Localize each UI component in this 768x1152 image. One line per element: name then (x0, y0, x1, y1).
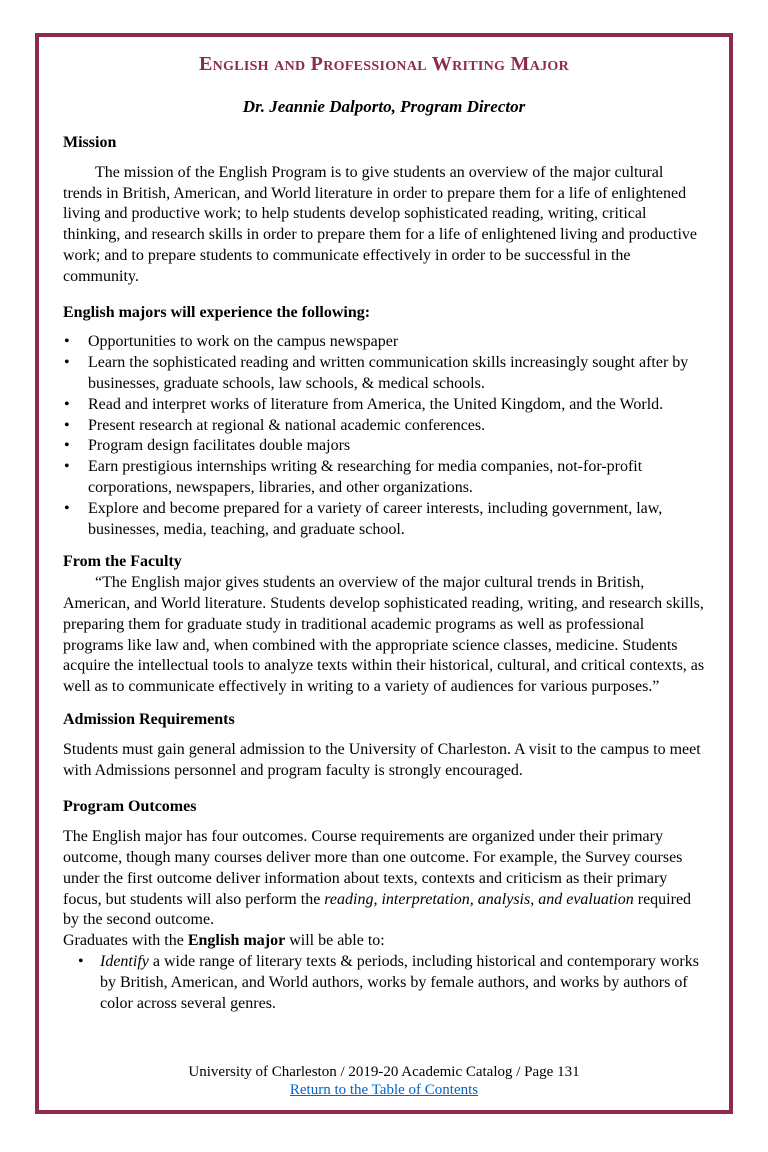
experience-bullet-list (63, 332, 705, 540)
section-heading-faculty: From the Faculty (63, 553, 182, 571)
graduates-line (63, 931, 705, 952)
outcomes-paragraph (63, 827, 705, 931)
admission-paragraph: Students must gain general admission to the University of Charleston. A visit to the campus to meet with Admissions personnel and program faculty is strongly encouraged. (63, 740, 701, 779)
list-item (63, 457, 705, 499)
page-title: English and Professional Writing Major (198, 53, 570, 75)
outcomes-bullet-list (77, 952, 705, 1014)
bullet-icon: • (64, 354, 70, 372)
section-heading-experience: English majors will experience the following: (63, 303, 371, 321)
section-heading-outcomes: Program Outcomes (63, 798, 197, 816)
list-item (77, 952, 705, 1014)
bullet-icon: • (64, 416, 70, 434)
list-item-text: Learn the sophisticated reading and written communication skills increasingly sought after by businesses, graduate schools, law schools, & medical schools. (88, 354, 689, 393)
page-content (39, 51, 729, 1014)
bullet-icon: • (64, 395, 70, 413)
page-border (35, 33, 733, 1114)
section-heading-admission: Admission Requirements (63, 711, 235, 729)
bullet-icon: • (64, 437, 70, 455)
list-item (63, 395, 705, 416)
list-item (63, 416, 705, 437)
list-item-text: Read and interpret works of literature from America, the United Kingdom, and the World. (88, 395, 664, 413)
faculty-quote-paragraph: “The English major gives students an overview of the major cultural trends in British, American, and World literature. Students develop sophisticated reading, writing, and research skills, preparing them for graduate study in traditional academic programs as well as professional programs like law and, when combined with the appropriate science classes, medicine. Students acquire the intellectual tools to analyze texts within their historical, cultural, and critical contexts, as well as to communicate effectively in writing to a variety of audiences for various purposes.” (63, 574, 705, 696)
bullet-icon: • (64, 458, 70, 476)
list-item-text: Program design facilitates double majors (88, 437, 351, 455)
graduates-bold-phrase: English major (187, 932, 286, 950)
list-item (63, 436, 705, 457)
graduates-text: Graduates with the (63, 932, 188, 950)
mission-paragraph: The mission of the English Program is to give students an overview of the major cultural trends in British, American, and World literature in order to prepare them for a life of enlightened living and productive work; to help students develop sophisticated reading, writing, critical thinking, and research skills in order to prepare them for a life of enlightened living and productive work; and to prepare students to communicate effectively in order to be successful in the community. (63, 163, 698, 285)
list-item (63, 332, 705, 353)
list-item (63, 353, 705, 395)
bullet-icon: • (64, 333, 70, 351)
outcomes-text: The English major has four outcomes. Course requirements are organized under their primary outcome, though many courses deliver more than one outcome. For example, the Survey courses under the first outcome deliver information about texts, contexts and criticism as their primary focus, but students will also perform the (63, 828, 683, 908)
list-item-text: Present research at regional & national academic conferences. (88, 416, 486, 434)
list-item-text: Explore and become prepared for a variety of career interests, including government, law, businesses, media, teaching, and graduate school. (88, 499, 663, 538)
list-item-text: Earn prestigious internships writing & researching for media companies, not-for-profit corporations, newspapers, libraries, and other organizations. (88, 458, 643, 497)
outcomes-italic-phrase: reading, interpretation, analysis, and evaluation (324, 890, 634, 908)
program-director-line: Dr. Jeannie Dalporto, Program Director (242, 97, 526, 116)
graduates-text-tail: will be able to: (285, 932, 385, 950)
identify-italic: Identify (100, 952, 149, 970)
catalog-page-line: University of Charleston / 2019-20 Academic Catalog / Page 131 (188, 1063, 580, 1080)
page-footer (39, 1063, 729, 1101)
list-item (63, 499, 705, 541)
list-item-text: Opportunities to work on the campus newspaper (88, 333, 399, 351)
outcomes-text-tail: required by the second outcome. (63, 890, 692, 929)
bullet-icon: • (78, 952, 84, 970)
list-item-text: a wide range of literary texts & periods, including historical and contemporary works by British, American, and World authors, works by female authors, and works by authors of color across several genres. (100, 952, 699, 1012)
return-to-toc-link[interactable]: Return to the Table of Contents (289, 1082, 479, 1099)
section-heading-mission: Mission (63, 134, 117, 152)
bullet-icon: • (64, 499, 70, 517)
